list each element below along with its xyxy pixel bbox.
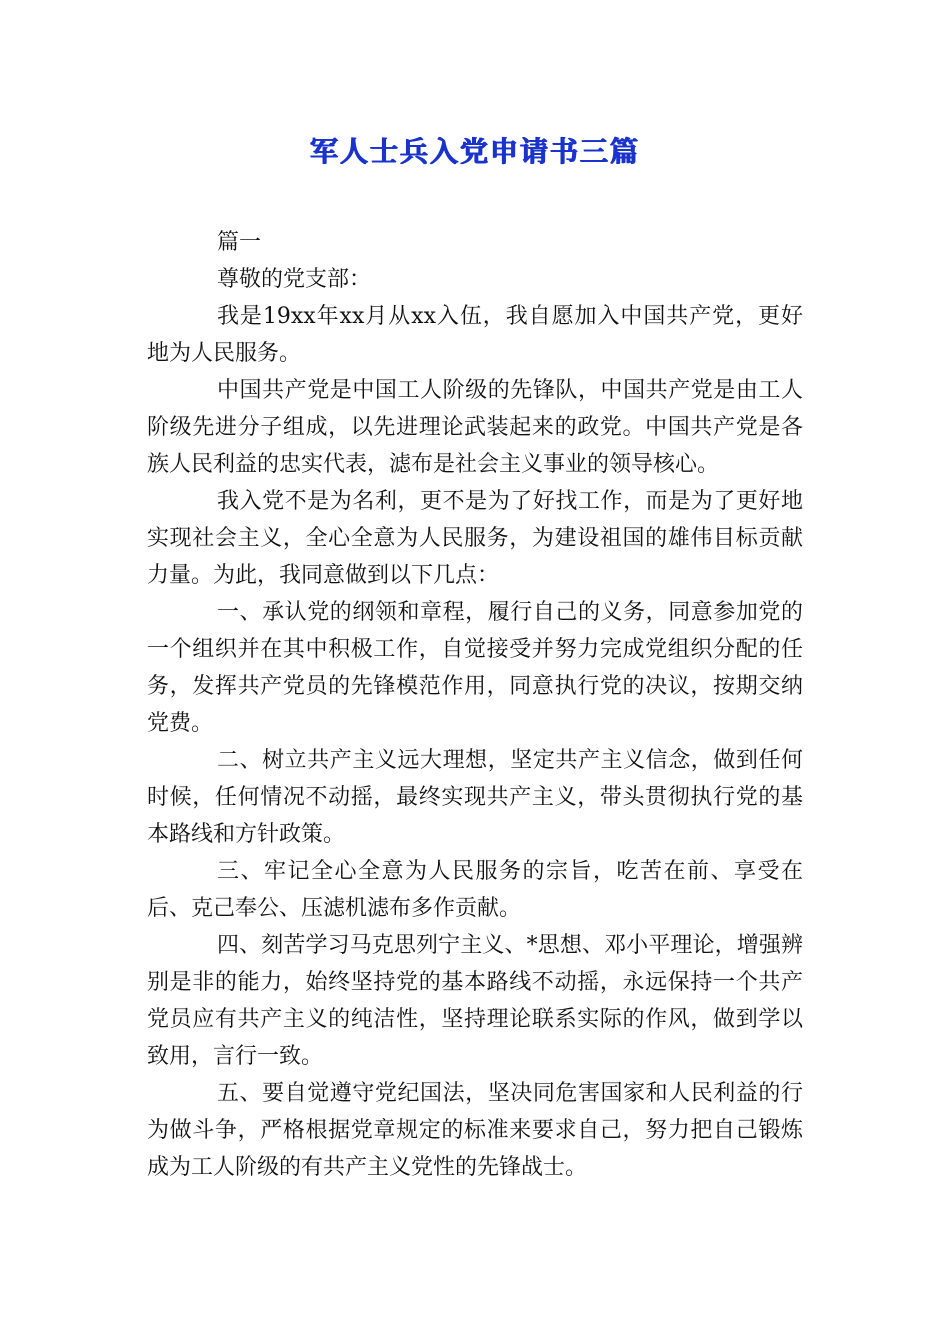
paragraph: 二、树立共产主义远大理想，坚定共产主义信念，做到任何时候，任何情况不动摇，最终实现共产主义，带头贯彻执行党的基本路线和方针政策。: [147, 748, 803, 847]
paragraph: 我是19xx年xx月从xx入伍，我自愿加入中国共产党，更好地为人民服务。: [147, 304, 803, 366]
paragraph: 三、牢记全心全意为人民服务的宗旨，吃苦在前、享受在后、克己奉公、压滤机滤布多作贡献。: [147, 859, 803, 921]
paragraph: 四、刻苦学习马克思列宁主义、*思想、邓小平理论，增强辨别是非的能力，始终坚持党的基本路线不动摇，永远保持一个共产党员应有共产主义的纯洁性，坚持理论联系实际的作风，做到学以致用，言行一致。: [147, 933, 803, 1069]
document-body: [147, 224, 803, 1186]
salutation: 尊敬的党支部：: [217, 267, 372, 292]
paragraph: 中国共产党是中国工人阶级的先锋队，中国共产党是由工人阶级先进分子组成，以先进理论武装起来的政党。中国共产党是各族人民利益的忠实代表，滤布是社会主义事业的领导核心。: [147, 378, 803, 477]
paragraph: 一、承认党的纲领和章程，履行自己的义务，同意参加党的一个组织并在其中积极工作，自觉接受并努力完成党组织分配的任务，发挥共产党员的先锋模范作用，同意执行党的决议，按期交纳党费。: [147, 600, 803, 736]
paragraph: 五、要自觉遵守党纪国法，坚决同危害国家和人民利益的行为做斗争，严格根据党章规定的标准来要求自己，努力把自己锻炼成为工人阶级的有共产主义党性的先锋战士。: [147, 1081, 803, 1180]
paragraph: 我入党不是为名利，更不是为了好找工作，而是为了更好地实现社会主义，全心全意为人民服务，为建设祖国的雄伟目标贡献力量。为此，我同意做到以下几点：: [147, 489, 803, 588]
section-heading: 篇一: [217, 230, 262, 255]
document-title: 军人士兵入党申请书三篇: [309, 135, 640, 168]
